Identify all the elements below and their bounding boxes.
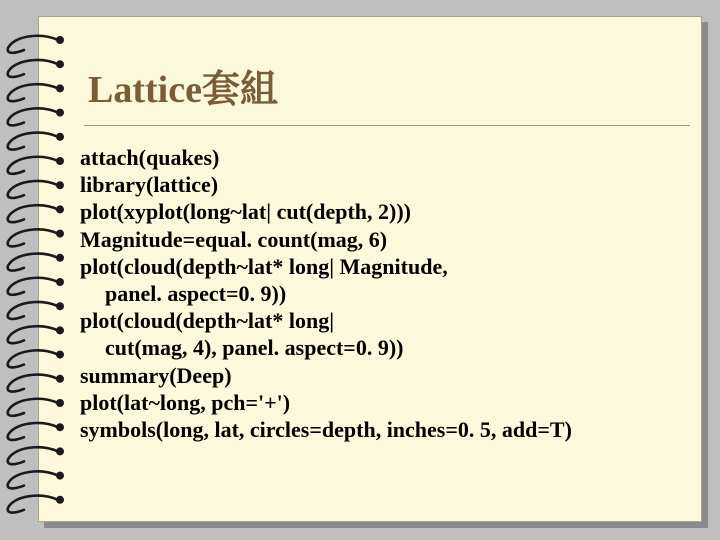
- spiral-ring-icon: [8, 375, 64, 392]
- spiral-binding: [0, 0, 80, 540]
- code-line: symbols(long, lat, circles=depth, inches=0. 5, add=T): [80, 417, 572, 443]
- code-line: summary(Deep): [80, 362, 232, 388]
- spiral-ring-icon: [8, 36, 64, 53]
- code-line: library(lattice): [80, 172, 219, 198]
- spiral-ring-icon: [8, 254, 64, 271]
- code-line: attach(quakes): [80, 145, 220, 170]
- spiral-ring-icon: [8, 423, 64, 440]
- spiral-ring-icon: [8, 108, 64, 125]
- code-line: Magnitude=equal. count(mag, 6): [80, 226, 388, 252]
- spiral-ring-icon: [8, 471, 64, 488]
- spiral-ring-icon: [8, 496, 64, 513]
- spiral-ring-icon: [8, 229, 64, 246]
- code-listing: [80, 144, 690, 443]
- spiral-ring-icon: [8, 205, 64, 222]
- spiral-ring-icon: [8, 447, 64, 464]
- spiral-ring-icon: [8, 60, 64, 77]
- spiral-ring-icon: [8, 181, 64, 198]
- code-line-continuation: cut(mag, 4), panel. aspect=0. 9)): [105, 335, 404, 361]
- title-divider: [84, 125, 690, 126]
- code-line: plot(lat~long, pch='+'): [80, 389, 291, 415]
- code-line: plot(cloud(depth~lat* long| Magnitude,: [80, 253, 448, 279]
- code-line: plot(cloud(depth~lat* long|: [80, 308, 335, 334]
- spiral-ring-icon: [8, 157, 64, 174]
- code-line: plot(xyplot(long~lat| cut(depth, 2))): [80, 199, 411, 225]
- spiral-ring-icon: [8, 84, 64, 101]
- spiral-ring-icon: [8, 278, 64, 295]
- spiral-ring-icon: [8, 326, 64, 343]
- spiral-ring-icon: [8, 350, 64, 367]
- spiral-ring-icon: [8, 133, 64, 150]
- spiral-ring-icon: [8, 302, 64, 319]
- slide-title: Lattice套組: [88, 69, 278, 111]
- code-line-continuation: panel. aspect=0. 9)): [105, 281, 287, 307]
- spiral-ring-icon: [8, 399, 64, 416]
